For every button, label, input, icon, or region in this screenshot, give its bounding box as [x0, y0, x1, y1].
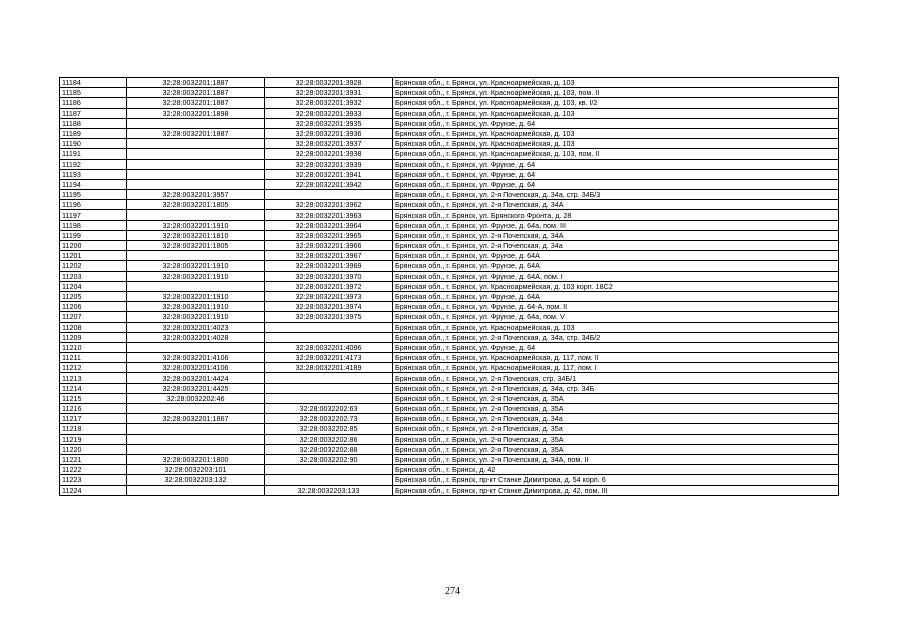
object-cadastral-number-cell: 32:28:0032201:3928: [265, 78, 393, 88]
land-cadastral-number-cell: [127, 251, 265, 261]
land-cadastral-number-cell: [127, 149, 265, 159]
table-row: [60, 383, 839, 393]
table-row: [60, 322, 839, 332]
row-number-cell: 11187: [60, 108, 127, 118]
row-number-cell: 11211: [60, 353, 127, 363]
land-cadastral-number-cell: [127, 404, 265, 414]
land-cadastral-number-cell: 32:28:0032201:4106: [127, 353, 265, 363]
row-number-cell: 11208: [60, 322, 127, 332]
land-cadastral-number-cell: 32:28:0032201:1887: [127, 98, 265, 108]
table-row: [60, 169, 839, 179]
row-number-cell: 11215: [60, 393, 127, 403]
table-row: [60, 108, 839, 118]
object-cadastral-number-cell: 32:28:0032202:88: [265, 444, 393, 454]
object-cadastral-number-cell: 32:28:0032202:85: [265, 424, 393, 434]
row-number-cell: 11192: [60, 159, 127, 169]
land-cadastral-number-cell: 32:28:0032203:132: [127, 475, 265, 485]
row-number-cell: 11199: [60, 230, 127, 240]
address-cell: Брянская обл., г. Брянск, ул. 2-я Почепская, д. 35А: [393, 404, 839, 414]
address-cell: Брянская обл., г. Брянск, ул. Фрунзе, д. 64А: [393, 261, 839, 271]
table-row: [60, 190, 839, 200]
address-cell: Брянская обл., г. Брянск, ул. Фрунзе, д. 64а, пом. V: [393, 312, 839, 322]
object-cadastral-number-cell: 32:28:0032201:3972: [265, 281, 393, 291]
row-number-cell: 11224: [60, 485, 127, 495]
registry-table-body: [60, 78, 839, 496]
object-cadastral-number-cell: 32:28:0032202:90: [265, 454, 393, 464]
address-cell: Брянская обл., г. Брянск, ул. Красноармейская, д. 103: [393, 128, 839, 138]
table-row: [60, 465, 839, 475]
row-number-cell: 11219: [60, 434, 127, 444]
table-row: [60, 220, 839, 230]
address-cell: Брянская обл., г. Брянск, ул. 2-я Почепская, стр. 34Б/1: [393, 373, 839, 383]
address-cell: Брянская обл., г. Брянск, ул. Красноармейская, д. 103, кв. I/2: [393, 98, 839, 108]
object-cadastral-number-cell: 32:28:0032201:3965: [265, 230, 393, 240]
table-row: [60, 128, 839, 138]
row-number-cell: 11186: [60, 98, 127, 108]
object-cadastral-number-cell: 32:28:0032201:3939: [265, 159, 393, 169]
address-cell: Брянская обл., г. Брянск, ул. Красноармейская, д. 103: [393, 78, 839, 88]
row-number-cell: 11194: [60, 179, 127, 189]
address-cell: Брянская обл., г. Брянск, пр-кт Станке Димитрова, д. 54 корп. 6: [393, 475, 839, 485]
row-number-cell: 11216: [60, 404, 127, 414]
address-cell: Брянская обл., г. Брянск, пр-кт Станке Димитрова, д. 42, пом. III: [393, 485, 839, 495]
object-cadastral-number-cell: 32:28:0032201:3967: [265, 251, 393, 261]
address-cell: Брянская обл., г. Брянск, ул. Красноармейская, д. 117, пом. II: [393, 353, 839, 363]
address-cell: Брянская обл., г. Брянск, ул. Фрунзе, д. 64: [393, 169, 839, 179]
table-row: [60, 342, 839, 352]
object-cadastral-number-cell: 32:28:0032201:3964: [265, 220, 393, 230]
table-row: [60, 78, 839, 88]
land-cadastral-number-cell: [127, 210, 265, 220]
object-cadastral-number-cell: 32:28:0032201:3966: [265, 241, 393, 251]
object-cadastral-number-cell: 32:28:0032203:133: [265, 485, 393, 495]
table-row: [60, 434, 839, 444]
object-cadastral-number-cell: 32:28:0032201:3932: [265, 98, 393, 108]
object-cadastral-number-cell: 32:28:0032201:3931: [265, 88, 393, 98]
table-row: [60, 149, 839, 159]
object-cadastral-number-cell: [265, 190, 393, 200]
row-number-cell: 11221: [60, 454, 127, 464]
address-cell: Брянская обл., г. Брянск, ул. Фрунзе, д. 64: [393, 342, 839, 352]
row-number-cell: 11218: [60, 424, 127, 434]
row-number-cell: 11222: [60, 465, 127, 475]
row-number-cell: 11202: [60, 261, 127, 271]
land-cadastral-number-cell: 32:28:0032201:4424: [127, 373, 265, 383]
address-cell: Брянская обл., г. Брянск, ул. Фрунзе, д. 64: [393, 179, 839, 189]
row-number-cell: 11197: [60, 210, 127, 220]
land-cadastral-number-cell: 32:28:0032201:3957: [127, 190, 265, 200]
row-number-cell: 11193: [60, 169, 127, 179]
table-row: [60, 98, 839, 108]
land-cadastral-number-cell: 32:28:0032202:46: [127, 393, 265, 403]
address-cell: Брянская обл., г. Брянск, ул. Фрунзе, д. 64А: [393, 291, 839, 301]
table-row: [60, 444, 839, 454]
land-cadastral-number-cell: [127, 424, 265, 434]
object-cadastral-number-cell: [265, 332, 393, 342]
land-cadastral-number-cell: 32:28:0032201:1910: [127, 291, 265, 301]
table-row: [60, 302, 839, 312]
table-row: [60, 404, 839, 414]
land-cadastral-number-cell: 32:28:0032201:4106: [127, 363, 265, 373]
row-number-cell: 11220: [60, 444, 127, 454]
object-cadastral-number-cell: 32:28:0032201:3938: [265, 149, 393, 159]
land-cadastral-number-cell: 32:28:0032201:1800: [127, 454, 265, 464]
object-cadastral-number-cell: [265, 475, 393, 485]
land-cadastral-number-cell: 32:28:0032201:4028: [127, 332, 265, 342]
land-cadastral-number-cell: [127, 179, 265, 189]
land-cadastral-number-cell: 32:28:0032201:1910: [127, 312, 265, 322]
table-row: [60, 363, 839, 373]
table-row: [60, 373, 839, 383]
row-number-cell: 11200: [60, 241, 127, 251]
table-row: [60, 485, 839, 495]
object-cadastral-number-cell: 32:28:0032201:3973: [265, 291, 393, 301]
row-number-cell: 11212: [60, 363, 127, 373]
object-cadastral-number-cell: [265, 465, 393, 475]
object-cadastral-number-cell: 32:28:0032201:3933: [265, 108, 393, 118]
object-cadastral-number-cell: 32:28:0032202:63: [265, 404, 393, 414]
row-number-cell: 11188: [60, 118, 127, 128]
table-row: [60, 139, 839, 149]
object-cadastral-number-cell: 32:28:0032201:3974: [265, 302, 393, 312]
address-cell: Брянская обл., г. Брянск, ул. 2-я Почепская, д. 35А: [393, 434, 839, 444]
address-cell: Брянская обл., г. Брянск, д. 42: [393, 465, 839, 475]
address-cell: Брянская обл., г. Брянск, ул. 2-я Почепская, д. 35А: [393, 444, 839, 454]
land-cadastral-number-cell: [127, 434, 265, 444]
table-row: [60, 281, 839, 291]
table-row: [60, 159, 839, 169]
object-cadastral-number-cell: 32:28:0032201:3936: [265, 128, 393, 138]
land-cadastral-number-cell: 32:28:0032201:1805: [127, 241, 265, 251]
row-number-cell: 11201: [60, 251, 127, 261]
land-cadastral-number-cell: 32:28:0032201:4023: [127, 322, 265, 332]
object-cadastral-number-cell: [265, 322, 393, 332]
address-cell: Брянская обл., г. Брянск, ул. Фрунзе, д. 64А: [393, 251, 839, 261]
land-cadastral-number-cell: 32:28:0032201:1910: [127, 261, 265, 271]
table-row: [60, 332, 839, 342]
table-row: [60, 414, 839, 424]
table-row: [60, 88, 839, 98]
land-cadastral-number-cell: [127, 444, 265, 454]
object-cadastral-number-cell: 32:28:0032201:3937: [265, 139, 393, 149]
object-cadastral-number-cell: 32:28:0032201:3962: [265, 200, 393, 210]
address-cell: Брянская обл., г. Брянск, ул. Фрунзе, д. 64-А, пом. II: [393, 302, 839, 312]
address-cell: Брянская обл., г. Брянск, ул. 2-я Почепская, д. 34А: [393, 200, 839, 210]
table-row: [60, 271, 839, 281]
table-row: [60, 179, 839, 189]
land-cadastral-number-cell: [127, 342, 265, 352]
address-cell: Брянская обл., г. Брянск, ул. 2-я Почепская, д. 34а, стр. 34Б/3: [393, 190, 839, 200]
land-cadastral-number-cell: 32:28:0032201:1887: [127, 88, 265, 98]
address-cell: Брянская обл., г. Брянск, ул. 2-я Почепская, д. 34а: [393, 241, 839, 251]
land-cadastral-number-cell: 32:28:0032201:1910: [127, 302, 265, 312]
object-cadastral-number-cell: 32:28:0032202:86: [265, 434, 393, 444]
object-cadastral-number-cell: 32:28:0032201:3935: [265, 118, 393, 128]
object-cadastral-number-cell: [265, 383, 393, 393]
land-cadastral-number-cell: [127, 139, 265, 149]
table-row: [60, 353, 839, 363]
address-cell: Брянская обл., г. Брянск, ул. 2-я Почепская, д. 34а, стр. 34Б/2: [393, 332, 839, 342]
land-cadastral-number-cell: [127, 281, 265, 291]
row-number-cell: 11205: [60, 291, 127, 301]
row-number-cell: 11195: [60, 190, 127, 200]
row-number-cell: 11223: [60, 475, 127, 485]
table-row: [60, 230, 839, 240]
land-cadastral-number-cell: 32:28:0032201:1898: [127, 108, 265, 118]
address-cell: Брянская обл., г. Брянск, ул. Красноармейская, д. 103: [393, 322, 839, 332]
row-number-cell: 11213: [60, 373, 127, 383]
row-number-cell: 11191: [60, 149, 127, 159]
address-cell: Брянская обл., г. Брянск, ул. Фрунзе, д. 64: [393, 159, 839, 169]
table-row: [60, 393, 839, 403]
address-cell: Брянская обл., г. Брянск, ул. Красноармейская, д. 103, пом. II: [393, 88, 839, 98]
table-row: [60, 118, 839, 128]
address-cell: Брянская обл., г. Брянск, ул. Фрунзе, д. 64А, пом. I: [393, 271, 839, 281]
land-cadastral-number-cell: 32:28:0032201:4425: [127, 383, 265, 393]
object-cadastral-number-cell: 32:28:0032201:3969: [265, 261, 393, 271]
land-cadastral-number-cell: [127, 159, 265, 169]
table-row: [60, 424, 839, 434]
address-cell: Брянская обл., г. Брянск, ул. Красноармейская, д. 117, пом. I: [393, 363, 839, 373]
row-number-cell: 11185: [60, 88, 127, 98]
object-cadastral-number-cell: 32:28:0032201:3970: [265, 271, 393, 281]
object-cadastral-number-cell: 32:28:0032201:3941: [265, 169, 393, 179]
object-cadastral-number-cell: 32:28:0032201:4173: [265, 353, 393, 363]
address-cell: Брянская обл., г. Брянск, ул. 2-я Почепская, д. 35а: [393, 424, 839, 434]
object-cadastral-number-cell: [265, 393, 393, 403]
row-number-cell: 11210: [60, 342, 127, 352]
address-cell: Брянская обл., г. Брянск, ул. Фрунзе, д. 64а, пом. III: [393, 220, 839, 230]
address-cell: Брянская обл., г. Брянск, ул. 2-я Почепская, д. 34а, стр. 34Б: [393, 383, 839, 393]
address-cell: Брянская обл., г. Брянск, ул. Красноармейская, д. 103: [393, 139, 839, 149]
object-cadastral-number-cell: [265, 373, 393, 383]
table-row: [60, 251, 839, 261]
object-cadastral-number-cell: 32:28:0032202:73: [265, 414, 393, 424]
row-number-cell: 11189: [60, 128, 127, 138]
address-cell: Брянская обл., г. Брянск, ул. Красноармейская, д. 103, пом. II: [393, 149, 839, 159]
row-number-cell: 11184: [60, 78, 127, 88]
table-row: [60, 200, 839, 210]
row-number-cell: 11198: [60, 220, 127, 230]
land-cadastral-number-cell: [127, 118, 265, 128]
address-cell: Брянская обл., г. Брянск, ул. Фрунзе, д. 64: [393, 118, 839, 128]
address-cell: Брянская обл., г. Брянск, ул. 2-я Почепская, д. 34а: [393, 414, 839, 424]
table-row: [60, 241, 839, 251]
land-cadastral-number-cell: 32:28:0032201:1867: [127, 414, 265, 424]
table-row: [60, 475, 839, 485]
table-row: [60, 312, 839, 322]
address-cell: Брянская обл., г. Брянск, ул. Красноармейская, д. 103: [393, 108, 839, 118]
object-cadastral-number-cell: 32:28:0032201:4189: [265, 363, 393, 373]
registry-table: [59, 77, 839, 496]
land-cadastral-number-cell: 32:28:0032201:1887: [127, 78, 265, 88]
row-number-cell: 11207: [60, 312, 127, 322]
land-cadastral-number-cell: 32:28:0032201:1910: [127, 271, 265, 281]
land-cadastral-number-cell: 32:28:0032201:1805: [127, 200, 265, 210]
table-row: [60, 261, 839, 271]
table-row: [60, 454, 839, 464]
object-cadastral-number-cell: 32:28:0032201:4096: [265, 342, 393, 352]
address-cell: Брянская обл., г. Брянск, ул. Красноармейская, д. 103 корп. 18С2: [393, 281, 839, 291]
row-number-cell: 11204: [60, 281, 127, 291]
address-cell: Брянская обл., г. Брянск, ул. Брянского Фронта, д. 28: [393, 210, 839, 220]
land-cadastral-number-cell: 32:28:0032201:1910: [127, 220, 265, 230]
row-number-cell: 11190: [60, 139, 127, 149]
object-cadastral-number-cell: 32:28:0032201:3942: [265, 179, 393, 189]
table-row: [60, 210, 839, 220]
row-number-cell: 11217: [60, 414, 127, 424]
address-cell: Брянская обл., г. Брянск, ул. 2-я Почепская, д. 34А, пом. II: [393, 454, 839, 464]
land-cadastral-number-cell: 32:28:0032201:1810: [127, 230, 265, 240]
page-number: 274: [445, 586, 460, 597]
address-cell: Брянская обл., г. Брянск, ул. 2-я Почепская, д. 35А: [393, 393, 839, 403]
land-cadastral-number-cell: [127, 485, 265, 495]
row-number-cell: 11203: [60, 271, 127, 281]
land-cadastral-number-cell: 32:28:0032201:1887: [127, 128, 265, 138]
object-cadastral-number-cell: 32:28:0032201:3975: [265, 312, 393, 322]
land-cadastral-number-cell: [127, 169, 265, 179]
address-cell: Брянская обл., г. Брянск, ул. 2-я Почепская, д. 34А: [393, 230, 839, 240]
table-row: [60, 291, 839, 301]
row-number-cell: 11209: [60, 332, 127, 342]
land-cadastral-number-cell: 32:28:0032203:101: [127, 465, 265, 475]
row-number-cell: 11214: [60, 383, 127, 393]
row-number-cell: 11196: [60, 200, 127, 210]
object-cadastral-number-cell: 32:28:0032201:3963: [265, 210, 393, 220]
row-number-cell: 11206: [60, 302, 127, 312]
